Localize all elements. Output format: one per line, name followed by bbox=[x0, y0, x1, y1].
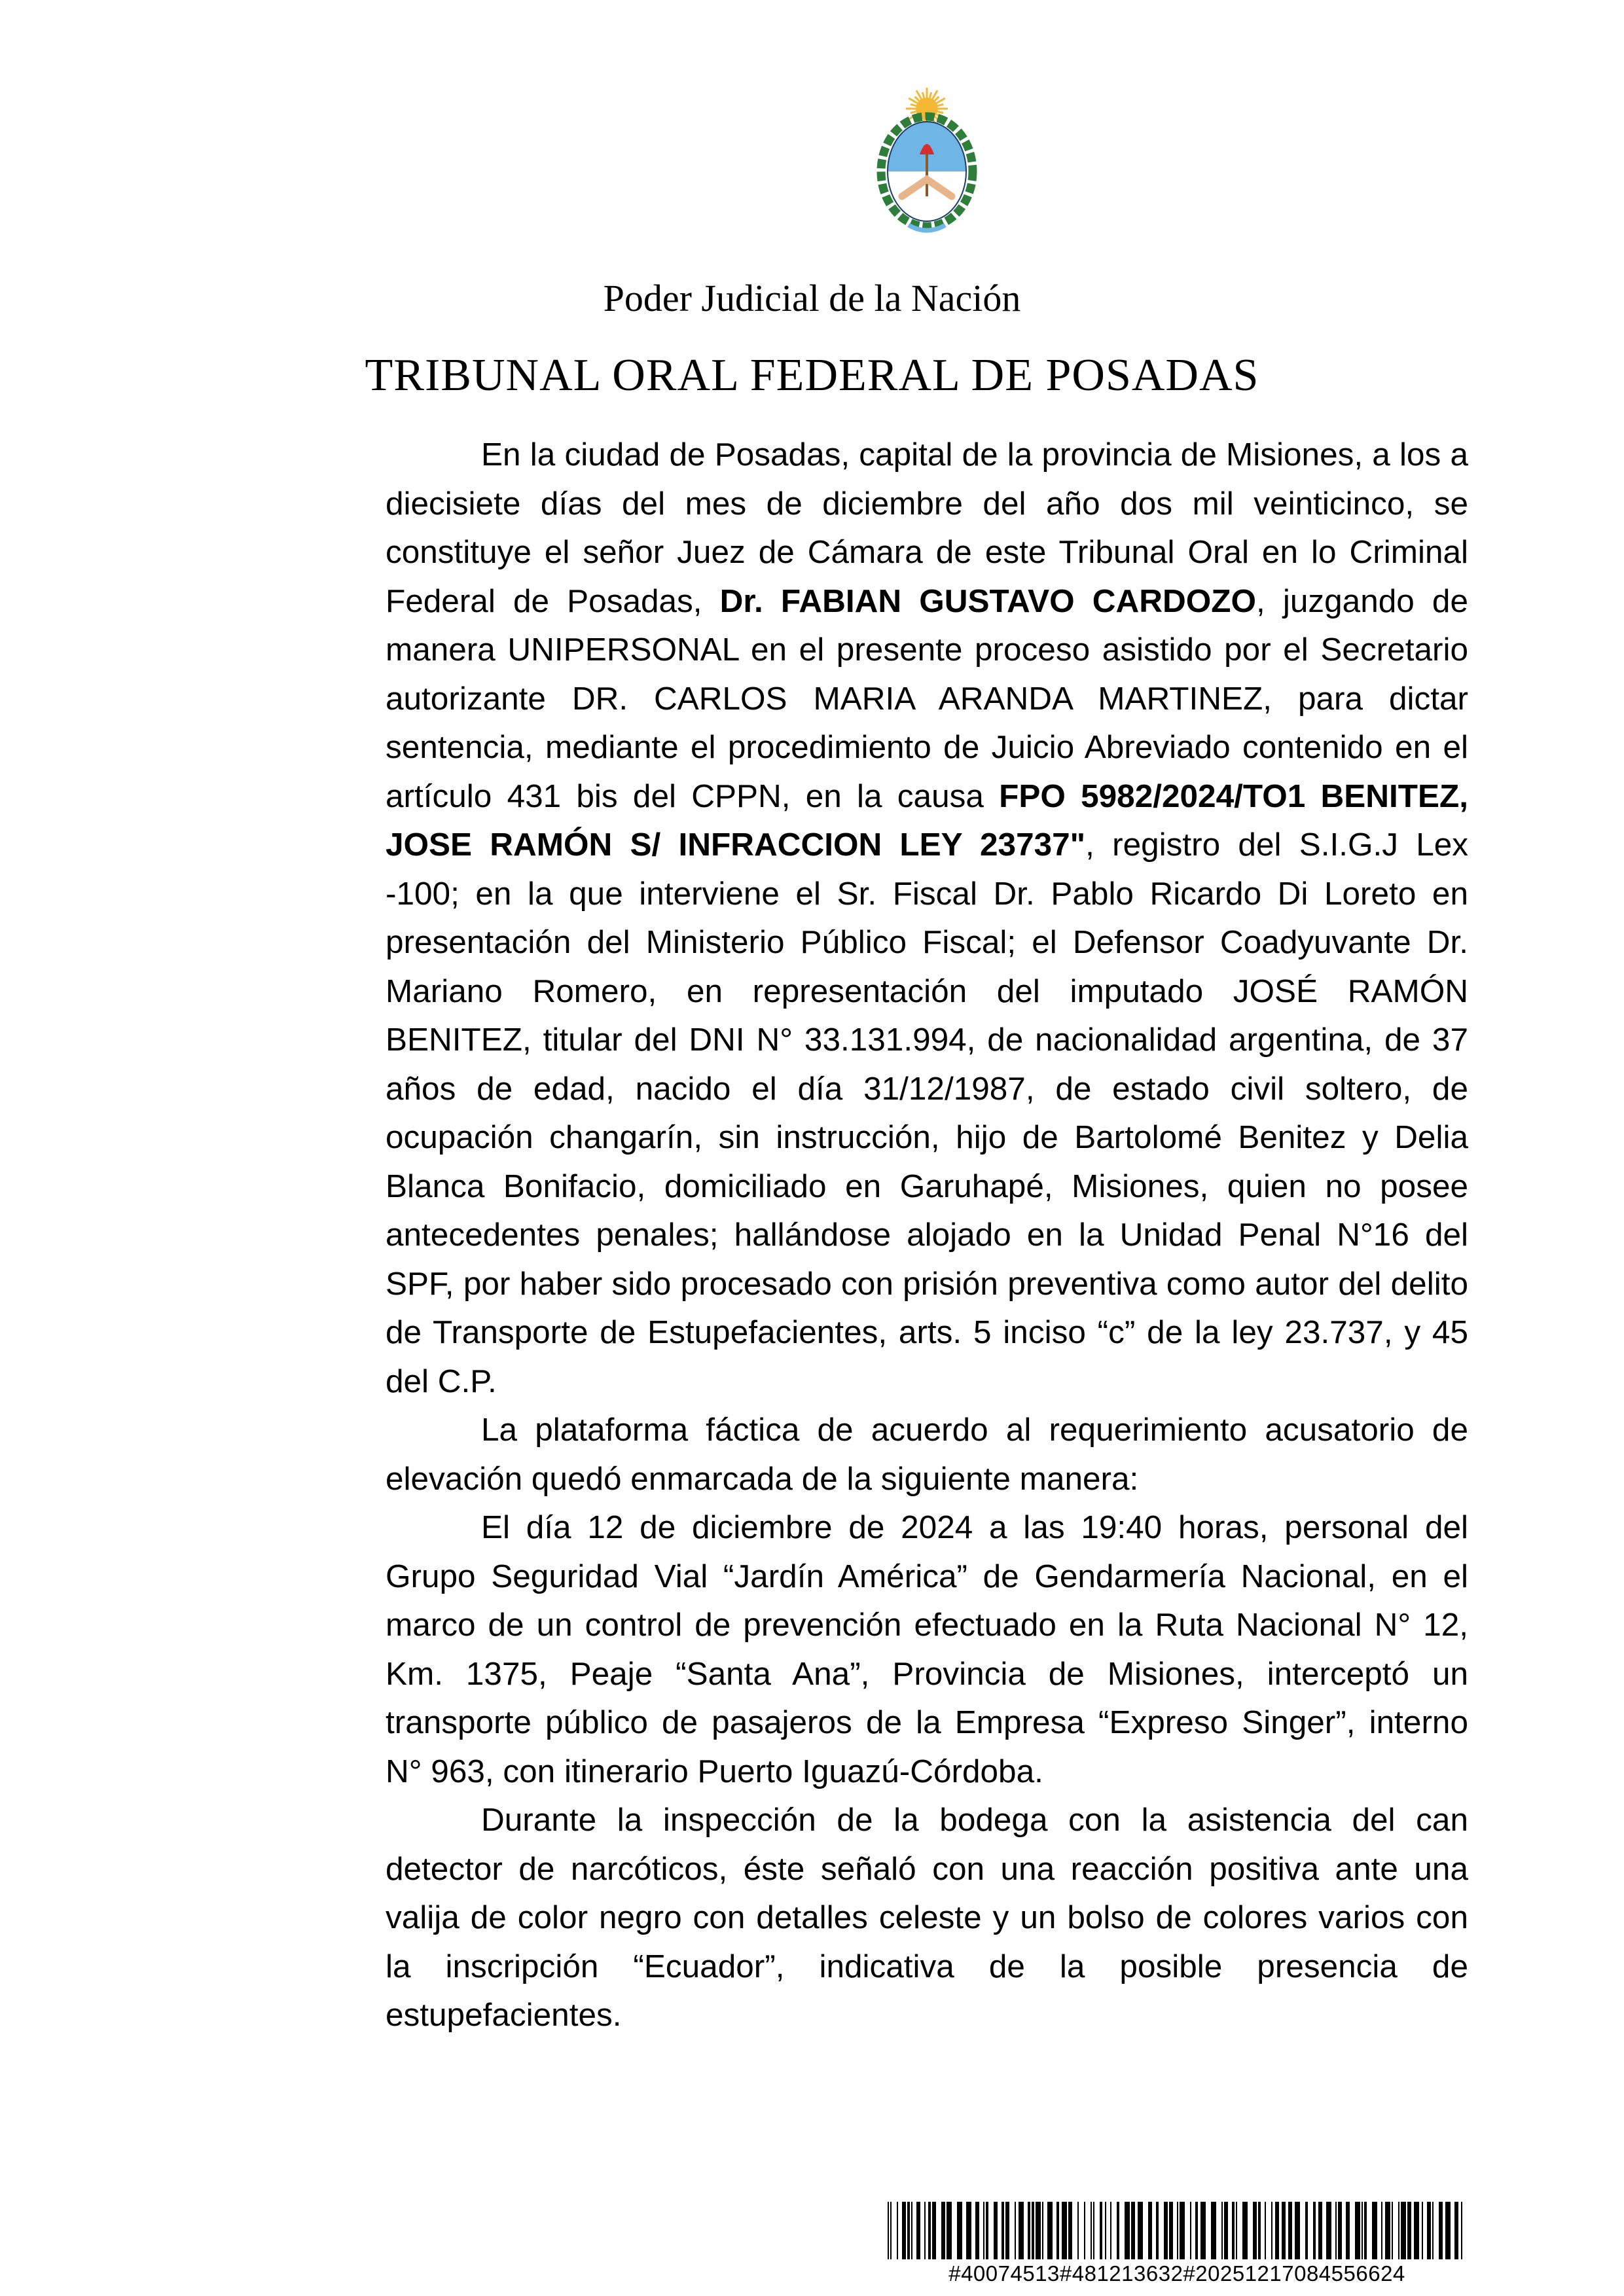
text-run: , registro del S.I.G.J Lex -100; en la que interviene el Sr. Fiscal Dr. Pablo Ricardo Di Loreto en presentación del Ministerio Público Fiscal; el Defensor Coadyuvante Dr. Mariano Romero, en representación del imputado JOSÉ RAMÓN BENITEZ, titular del DNI N° 33.131.994, de nacionalidad argentina, de 37 años de edad, nacido el día 31/12/1987, de estado civil soltero, de ocupación changarín, sin instrucción, hijo de Bartolomé Benitez y Delia Blanca Bonifacio, domiciliado en Garuhapé, Misiones, quien no posee antecedentes penales; hallándose alojado en la Unidad Penal N°16 del SPF, por haber sido procesado con prisión preventiva como autor del delito de Transporte de Estupefacientes, arts. 5 inciso “c” de la ley 23.737, y 45 del C.P. bbox=[386, 827, 1469, 1399]
text-run: En la ciudad de Posadas, capital de la provincia de Misiones, a los a diecisiete días del mes de diciembre del año dos mil veinticinco, se constituye el señor Juez de Cámara de este Tribunal Oral en lo Criminal Federal de Posadas, bbox=[386, 437, 1468, 619]
national-coat-of-arms-icon bbox=[875, 81, 979, 236]
text-run: La plataforma fáctica de acuerdo al requerimiento acusatorio de elevación quedó enmarcada de la siguiente manera: bbox=[386, 1412, 1468, 1497]
paragraph bbox=[386, 1796, 1468, 2040]
court-title: TRIBUNAL ORAL FEDERAL DE POSADAS bbox=[365, 350, 1259, 401]
paragraph bbox=[386, 1503, 1468, 1796]
barcode-number: #40074513#481213632#20251217084556624 bbox=[948, 2261, 1405, 2286]
institution-heading: Poder Judicial de la Nación bbox=[603, 277, 1021, 319]
barcode bbox=[885, 2202, 1469, 2259]
paragraph bbox=[386, 1406, 1468, 1503]
bold-text: FPO 5982/2024/TO1 BENITEZ, JOSE RAMÓN S/ INFRACCION LEY 23737" bbox=[386, 778, 1468, 863]
text-run: El día 12 de diciembre de 2024 a las 19:40 horas, personal del Grupo Seguridad Vial “Jardín América” de Gendarmería Nacional, en el marco de un control de prevención efectuado en la Ruta Nacional N° 12, Km. 1375, Peaje “Santa Ana”, Provincia de Misiones, interceptó un transporte público de pasajeros de la Empresa “Expreso Singer”, interno N° 963, con itinerario Puerto Iguazú-Córdoba. bbox=[386, 1509, 1468, 1789]
document-body bbox=[386, 431, 1468, 2040]
text-run: , juzgando de manera UNIPERSONAL en el presente proceso asistido por el Secretario autorizante DR. CARLOS MARIA ARANDA MARTINEZ, para dictar sentencia, mediante el procedimiento de Juicio Abreviado contenido en el artículo 431 bis del CPPN, en la causa bbox=[386, 583, 1468, 814]
bold-text: Dr. FABIAN GUSTAVO CARDOZO bbox=[719, 583, 1256, 619]
paragraph bbox=[386, 431, 1468, 1406]
text-run: Durante la inspección de la bodega con la asistencia del can detector de narcóticos, éste señaló con una reacción positiva ante una valija de color negro con detalles celeste y un bolso de colores varios con la inscripción “Ecuador”, indicativa de la posible presencia de estupefacientes. bbox=[386, 1802, 1468, 2033]
